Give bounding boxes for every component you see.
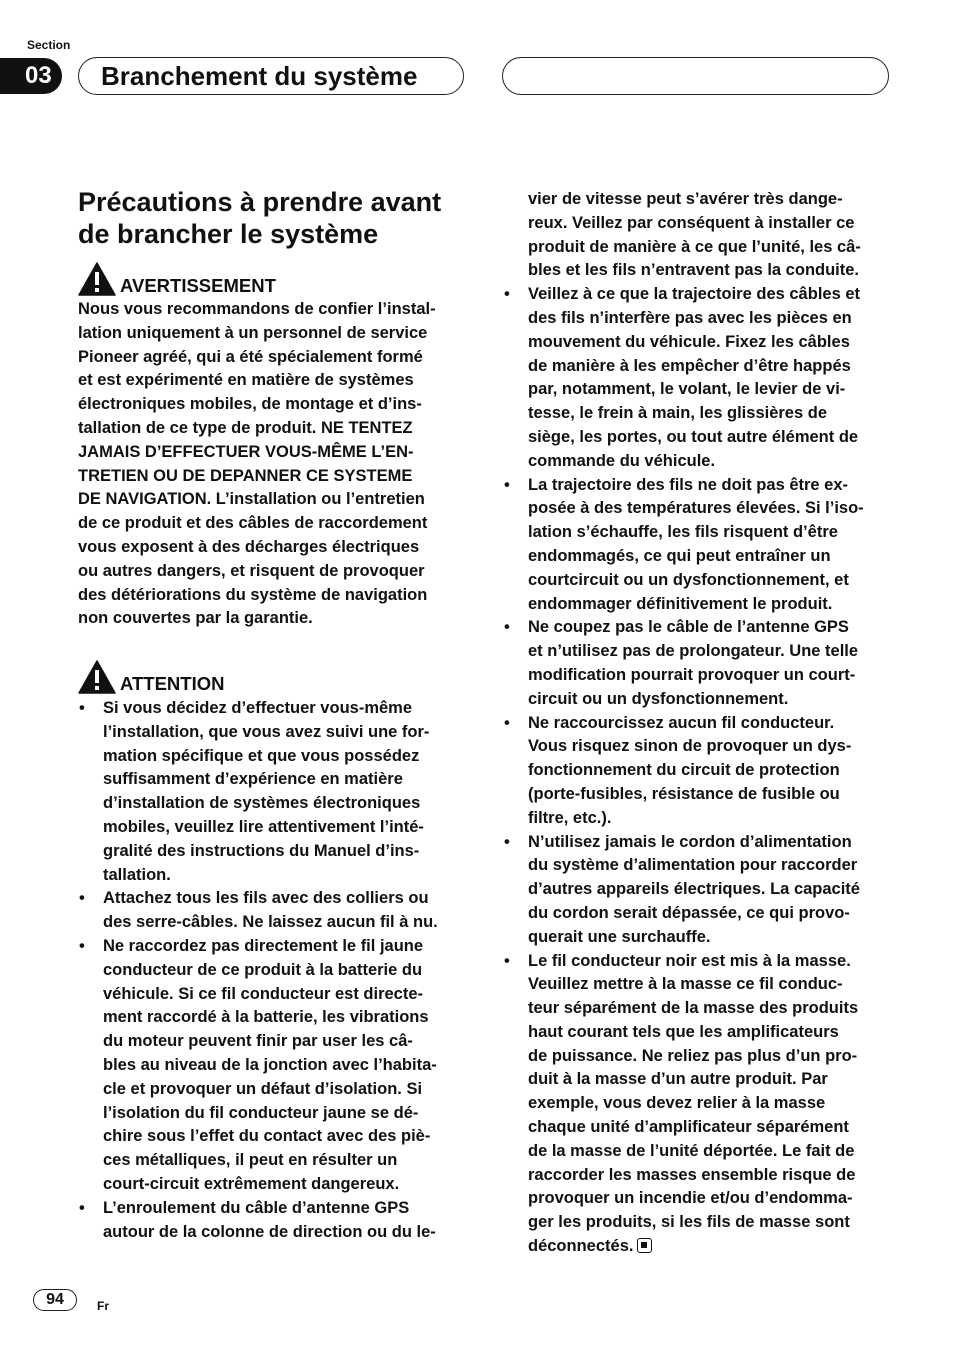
list-item <box>78 935 470 1197</box>
list-item-continuation <box>503 188 895 283</box>
text-line: vier de vitesse peut s’avérer très dange- <box>528 190 843 208</box>
text-line: Le fil conducteur noir est mis à la masse. <box>528 951 851 970</box>
text-line: ger les produits, si les fils de masse sont <box>528 1213 850 1232</box>
text-line: d’autres appareils électriques. La capacité <box>528 880 860 899</box>
text-line: Nous vous recommandons de confier l’instal- <box>78 300 436 318</box>
text-line: Ne raccordez pas directement le fil jaune <box>103 936 424 955</box>
page-number: 94 <box>33 1289 77 1311</box>
text-line: conducteur de ce produit à la batterie du <box>103 960 423 979</box>
text-line: des serre-câbles. Ne laissez aucun fil à nu. <box>103 913 438 932</box>
text-line: ou autres dangers, et risquent de provoquer <box>78 561 425 580</box>
text-line: posée à des températures élevées. Si l’iso- <box>528 499 864 518</box>
text-line: de manière à les empêcher d’être happés <box>528 356 851 375</box>
text-line: querait une surchauffe. <box>528 927 711 946</box>
text-line: mation spécifique et que vous possédez <box>103 746 420 765</box>
attention-list-left <box>78 697 470 1244</box>
text-line: non couvertes par la garantie. <box>78 609 313 628</box>
text-line: teur séparément de la masse des produits <box>528 999 859 1018</box>
text-line: Ne raccourcissez aucun fil conducteur. <box>528 713 835 732</box>
text-line: modification pourrait provoquer un court- <box>528 665 856 684</box>
text-line: gralité des instructions du Manuel d’ins- <box>103 841 420 860</box>
text-line: de ce produit et des câbles de raccordement <box>78 514 428 533</box>
text-line: Vous risquez sinon de provoquer un dys- <box>528 737 852 756</box>
text-line: des détériorations du système de navigation <box>78 585 428 604</box>
text-line: (porte-fusibles, résistance de fusible ou <box>528 784 840 803</box>
language-code: Fr <box>97 1299 109 1313</box>
text-line: autour de la colonne de direction ou du le- <box>103 1222 436 1241</box>
text-line: Attachez tous les fils avec des colliers ou <box>103 889 429 908</box>
text-line: ces métalliques, il peut en résulter un <box>103 1151 398 1170</box>
list-item <box>503 950 895 1259</box>
text-line: ment raccordé à la batterie, les vibrations <box>103 1008 429 1027</box>
text-line: tallation de ce type de produit. NE TENTEZ <box>78 418 413 437</box>
text-line: N’utilisez jamais le cordon d’alimentation <box>528 832 852 851</box>
text-line: du cordon serait dépassée, ce qui provo- <box>528 903 850 922</box>
attention-title: ATTENTION <box>120 673 225 694</box>
text-line: Ne coupez pas le câble de l’antenne GPS <box>528 618 849 637</box>
text-line: exemple, vous devez relier à la masse <box>528 1094 826 1113</box>
section-title: Branchement du système <box>101 61 418 91</box>
text-line: des fils n’interfère pas avec les pièces en <box>528 308 852 327</box>
text-line: et n’utilisez pas de prolongateur. Une telle <box>528 642 859 661</box>
text-line: duit à la masse d’un autre produit. Par <box>528 1070 828 1089</box>
text-line: de la masse de l’unité déportée. Le fait de <box>528 1141 855 1160</box>
text-line: déconnectés. <box>528 1237 634 1256</box>
text-line: véhicule. Si ce fil conducteur est directe- <box>103 984 424 1003</box>
text-line: bles et les fils n’entravent pas la conduite. <box>528 261 860 280</box>
list-item <box>503 831 895 950</box>
text-line: siège, les portes, ou tout autre élément de <box>528 427 859 446</box>
warning-triangle-icon <box>78 262 116 296</box>
text-line: produit de manière à ce que l’unité, les câ- <box>528 237 861 256</box>
text-line: raccorder les masses ensemble risque de <box>528 1165 856 1184</box>
text-line: mouvement du véhicule. Fixez les câbles <box>528 332 850 351</box>
text-line: d’installation de systèmes électroniques <box>103 794 421 813</box>
text-line: DE NAVIGATION. L’installation ou l’entretien <box>78 490 425 509</box>
text-line: cle et provoquer un défaut d’isolation. Si <box>103 1079 423 1098</box>
text-line: chire sous l’effet du contact avec des piè- <box>103 1127 431 1146</box>
text-line: filtre, etc.). <box>528 808 612 827</box>
text-line: suffisamment d’expérience en matière <box>103 770 403 789</box>
end-of-section-icon <box>637 1238 652 1253</box>
text-line: endommager définitivement le produit. <box>528 594 833 613</box>
heading-line-2: de brancher le système <box>78 219 379 249</box>
text-line: mobiles, veuillez lire attentivement l’inté- <box>103 817 424 836</box>
attention-list-right <box>503 188 895 1259</box>
text-line: lation uniquement à un personnel de service <box>78 323 428 342</box>
list-item <box>503 616 895 711</box>
text-line: Si vous décidez d’effectuer vous-même <box>103 699 413 717</box>
warning-text <box>78 298 468 631</box>
text-line: tallation. <box>103 865 171 884</box>
text-line: chaque unité d’amplificateur séparément <box>528 1118 849 1137</box>
warning-title: AVERTISSEMENT <box>120 275 276 296</box>
list-item <box>503 712 895 831</box>
text-line: du moteur peuvent finir par user les câ- <box>103 1032 413 1051</box>
text-line: tesse, le frein à main, les glissières de <box>528 404 827 423</box>
text-line: haut courant tels que les amplificateurs <box>528 1022 839 1041</box>
text-line: L’enroulement du câble d’antenne GPS <box>103 1198 410 1217</box>
heading-line-1: Précautions à prendre avant <box>78 187 442 217</box>
text-line: Pioneer agréé, qui a été spécialement formé <box>78 347 423 366</box>
section-number-tab: 03 <box>0 58 62 94</box>
section-title-box <box>78 57 464 95</box>
text-line: circuit ou un dysfonctionnement. <box>528 689 789 708</box>
warning-header <box>78 262 276 296</box>
text-line: La trajectoire des fils ne doit pas être ex- <box>528 475 849 494</box>
text-line: Veillez à ce que la trajectoire des câbles et <box>528 285 861 304</box>
list-item <box>503 283 895 473</box>
text-line: courtcircuit ou un dysfonctionnement, et <box>528 570 849 589</box>
text-line: endommagés, ce qui peut entraîner un <box>528 546 831 565</box>
attention-header <box>78 660 224 694</box>
text-line: fonctionnement du circuit de protection <box>528 761 840 780</box>
text-line: commande du véhicule. <box>528 451 716 470</box>
text-line: et est expérimenté en matière de systèmes <box>78 371 414 390</box>
text-line: lation s’échauffe, les fils risquent d’être <box>528 523 838 542</box>
section-label: Section <box>27 38 71 52</box>
list-item <box>78 887 470 935</box>
empty-header-box <box>502 57 889 95</box>
text-line: vous exposent à des décharges électriques <box>78 537 420 556</box>
warning-triangle-icon <box>78 660 116 694</box>
text-line: du système d’alimentation pour raccorder <box>528 856 858 875</box>
page-heading <box>78 186 478 250</box>
text-line: l’installation, que vous avez suivi une for- <box>103 722 430 741</box>
text-line: électroniques mobiles, de montage et d’ins- <box>78 395 422 414</box>
list-item <box>78 1197 470 1245</box>
text-line: Veuillez mettre à la masse ce fil conduc- <box>528 975 843 994</box>
text-line: par, notamment, le volant, le levier de vi- <box>528 380 846 399</box>
text-line: de puissance. Ne reliez pas plus d’un pro- <box>528 1046 858 1065</box>
text-line: reux. Veillez par conséquent à installer ce <box>528 213 855 232</box>
text-line: l’isolation du fil conducteur jaune se dé- <box>103 1103 419 1122</box>
text-line: TRETIEN OU DE DEPANNER CE SYSTEME <box>78 466 413 485</box>
text-line: JAMAIS D’EFFECTUER VOUS-MÊME L’EN- <box>78 442 414 461</box>
text-line: court-circuit extrêmement dangereux. <box>103 1174 400 1193</box>
list-item <box>78 697 470 887</box>
text-line: provoquer un incendie et/ou d’endomma- <box>528 1189 853 1208</box>
text-line: bles au niveau de la jonction avec l’habita- <box>103 1055 437 1074</box>
list-item <box>503 474 895 617</box>
